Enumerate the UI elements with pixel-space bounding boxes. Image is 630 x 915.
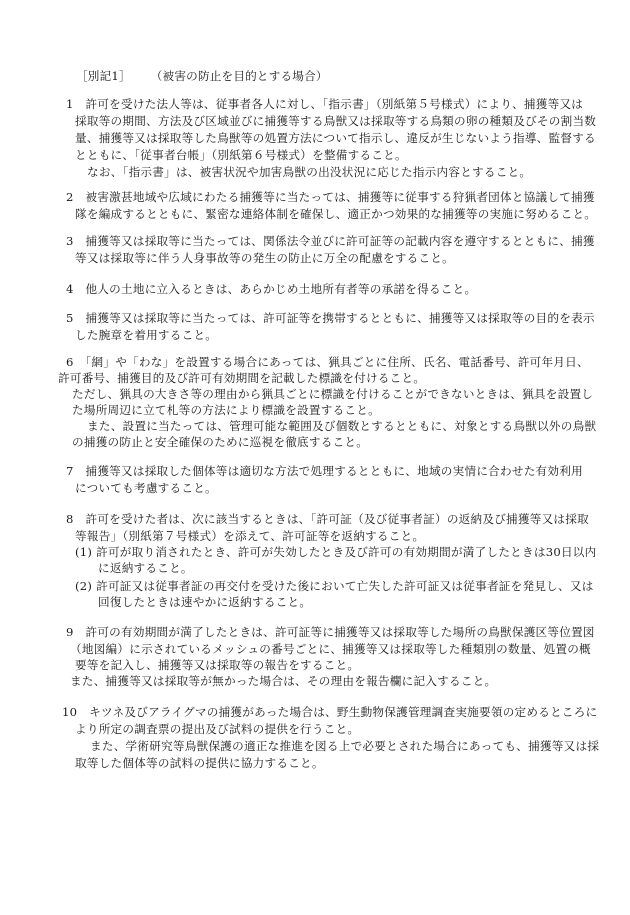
item-6-line: た場所周辺に立て札等の方法により標識を設置すること。	[72, 403, 380, 417]
item-2-line: 2 被害激甚地域や広域にわたる捕獲等に当たっては、捕獲等に従事する狩猟者団体と協議して捕獲	[66, 190, 595, 204]
item-10-line: 10 キツネ及びアライグマの捕獲があった場合は、野生動物保護管理調査実施要領の定めるところに	[62, 705, 598, 719]
item-10-line: また、学術研究等鳥獣保護の適正な推進を図る上で必要とされた場合にあっても、捕獲等又は採	[90, 739, 600, 753]
item-5-line: 5 捕獲等又は採取等に当たっては、許可証等を携帯するとともに、捕獲等又は採取等の目的を表示	[66, 311, 595, 325]
item-4-line: 4 他人の土地に立入るときは、あらかじめ土地所有者等の承諾を得ること。	[66, 282, 477, 296]
item-1-line: なお、「指示書」は、被害状況や加害鳥獣の出没状況に応じた指示内容とすること。	[87, 165, 532, 179]
item-1-line: 量、捕獲等又は採取等した鳥獣等の処置方法について指示し、違反が生じないよう指導、監督する	[75, 131, 596, 145]
item-1-line: 採取等の期間、方法及び区域並びに捕獲等する鳥獣又は採取等する鳥類の卵の種類及びその割当数	[75, 114, 597, 128]
item-9-line: 9 許可の有効期間が満了したときは、許可証等に捕獲等又は採取等した場所の鳥獣保護区等位置図	[66, 625, 595, 639]
item-6-line: 6 「網」や「わな」を設置する場合にあっては、猟具ごとに住所、氏名、電話番号、許可年月日、	[66, 355, 589, 369]
heading-subtitle: （被害の防止を目的とする場合）	[150, 69, 328, 83]
item-8-subitem-line: に返納すること。	[98, 561, 193, 575]
item-8-line: 8 許可を受けた者は、次に該当するときは、「許可証（及び従事者証）の返納及び捕獲等又は採取	[66, 512, 589, 526]
item-2-line: 隊を編成するとともに、緊密な連絡体制を確保し、適正かつ効果的な捕獲等の実施に努めること。	[75, 207, 597, 221]
item-8-subitem-line: 回復したときは速やかに返納すること。	[98, 595, 312, 609]
item-6-line: ただし、猟具の大きさ等の理由から猟具ごとに標識を付けることができないときは、猟具を設置し	[72, 387, 594, 401]
item-1-line: とともに、「従事者台帳」（別紙第６号様式）を整備すること。	[75, 148, 407, 162]
item-9-line: （地図編）に示されているメッシュの番号ごとに、捕獲等又は採取等した種類別の数量、処置の概	[70, 642, 591, 656]
item-9-line: 要等を記入し、捕獲等又は採取等の報告をすること。	[75, 658, 360, 672]
item-7-line: 7 捕獲等又は採取した個体等は適切な方法で処理するとともに、地域の実情に合わせた有効利用	[66, 464, 583, 478]
item-6-line: の捕獲の防止と安全確保のために巡視を徹底すること。	[72, 435, 369, 449]
item-10-line: より所定の調査票の提出及び試料の提供を行うこと。	[75, 722, 360, 736]
item-8-subitem-line: (1) 許可が取り消されたとき、許可が失効したとき及び許可の有効期間が満了したときは30日以内	[75, 545, 597, 559]
heading-label: ［別記1］	[76, 69, 131, 83]
item-1-line: 1 許可を受けた法人等は、従事者各人に対し、「指示書」（別紙第５号様式）により、捕獲等又は	[66, 97, 584, 111]
item-9-line: また、捕獲等又は採取等が無かった場合は、その理由を報告欄に記入すること。	[70, 674, 497, 688]
item-8-subitem-line: (2) 許可証又は従事者証の再交付を受けた後において亡失した許可証又は従事者証を発見し、又は	[75, 579, 594, 593]
section-heading	[76, 68, 328, 84]
item-6-line: また、設置に当たっては、管理可能な範囲及び個数とするとともに、対象とする鳥獣以外の鳥獣	[87, 419, 597, 433]
item-7-line: についても考慮すること。	[75, 481, 217, 495]
item-6-line: 許可番号、捕獲目的及び許可有効期間を記載した標識を付けること。	[58, 371, 426, 385]
item-3-line: 等又は採取等に伴う人身事故等の発生の防止に万全の配慮をすること。	[75, 251, 455, 265]
item-5-line: した腕章を着用すること。	[75, 328, 218, 342]
item-8-line: 等報告」（別紙第７号様式）を添えて、許可証等を返納すること。	[75, 529, 425, 543]
item-3-line: 3 捕獲等又は採取等に当たっては、関係法令並びに許可証等の記載内容を遵守するとともに、捕獲	[66, 234, 595, 248]
item-10-line: 取等した個体等の試料の提供に協力すること。	[75, 756, 324, 770]
